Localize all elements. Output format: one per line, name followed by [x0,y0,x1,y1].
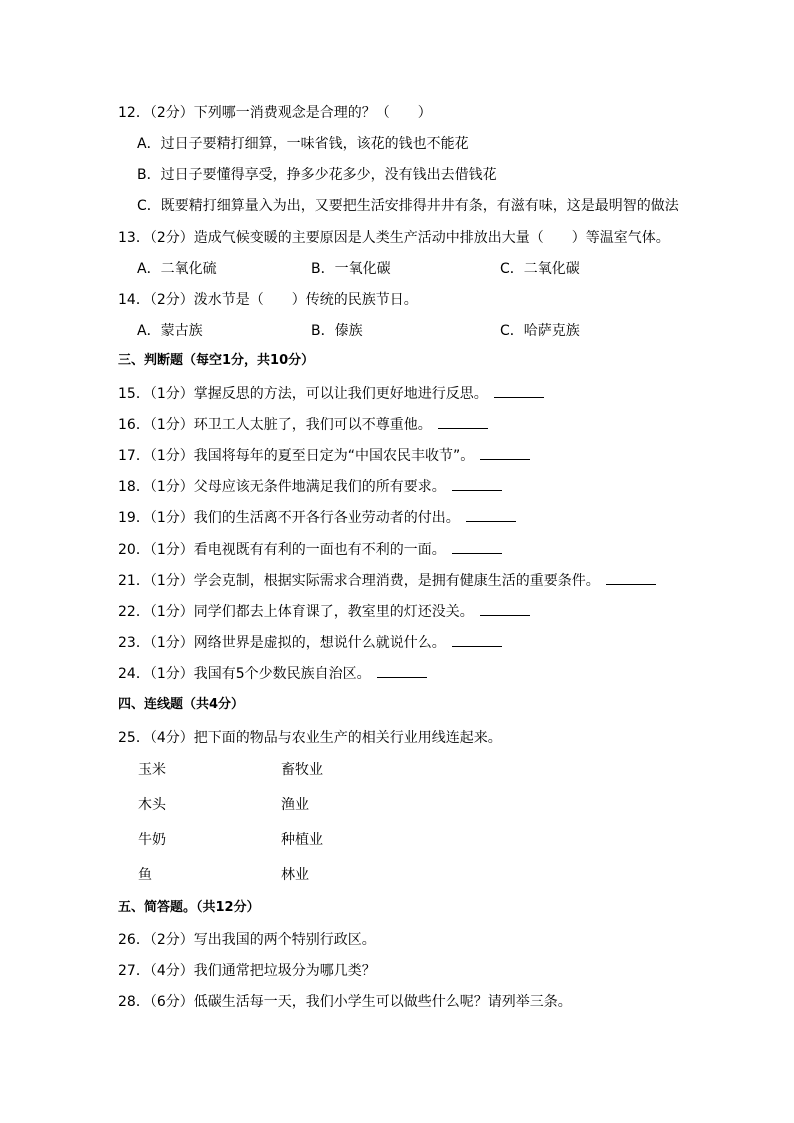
answer-blank[interactable] [452,541,502,554]
question-25-stem: 25．（4分）把下面的物品与农业生产的相关行业用线连起来。 [118,730,502,746]
match-right-item[interactable]: 林业 [281,867,309,883]
question-15 [118,385,544,403]
question-20-text: 20．（1分）看电视既有有利的一面也有不利的一面。 [118,542,446,558]
question-12-option-c: C．既要精打细算量入为出，又要把生活安排得井井有条，有滋有味，这是最明智的做法 [137,198,679,214]
question-23 [118,634,502,652]
question-12-option-b: B．过日子要懂得享受，挣多少花多少，没有钱出去借钱花 [137,167,497,183]
question-19-text: 19．（1分）我们的生活离不开各行各业劳动者的付出。 [118,510,460,526]
question-17 [118,447,530,465]
match-right-item[interactable]: 渔业 [281,797,309,813]
question-26: 26．（2分）写出我国的两个特别行政区。 [118,932,376,948]
question-14-option-c: C．哈萨克族 [500,323,580,339]
question-16 [118,416,488,434]
question-28: 28．（6分）低碳生活每一天，我们小学生可以做些什么呢？请列举三条。 [118,994,572,1010]
question-14-stem: 14．（2分）泼水节是（ ）传统的民族节日。 [118,292,418,308]
question-18-text: 18．（1分）父母应该无条件地满足我们的所有要求。 [118,479,446,495]
section-4-heading: 四、连线题（共4分） [118,697,245,712]
question-19 [118,509,516,527]
answer-blank[interactable] [438,416,488,429]
match-left-item[interactable]: 木头 [138,797,166,813]
question-13-stem: 13．（2分）造成气候变暖的主要原因是人类生产活动中排放出大量（ ）等温室气体。 [118,230,670,246]
answer-blank[interactable] [452,634,502,647]
question-15-text: 15．（1分）掌握反思的方法，可以让我们更好地进行反思。 [118,386,488,402]
question-16-text: 16．（1分）环卫工人太脏了，我们可以不尊重他。 [118,417,432,433]
match-left-item[interactable]: 鱼 [138,867,152,883]
question-14-option-b: B．傣族 [311,323,363,339]
question-21 [118,572,656,590]
question-22-text: 22．（1分）同学们都去上体育课了，教室里的灯还没关。 [118,604,474,620]
answer-blank[interactable] [452,478,502,491]
match-right-item[interactable]: 畜牧业 [281,762,323,778]
answer-blank[interactable] [480,447,530,460]
question-21-text: 21．（1分）学会克制，根据实际需求合理消费，是拥有健康生活的重要条件。 [118,573,600,589]
question-24 [118,665,427,683]
match-left-item[interactable]: 玉米 [138,762,166,778]
question-13-option-b: B．一氧化碳 [311,261,391,277]
question-12-option-a: A．过日子要精打细算，一味省钱，该花的钱也不能花 [137,136,469,152]
question-20 [118,541,502,559]
question-27: 27．（4分）我们通常把垃圾分为哪几类？ [118,963,376,979]
answer-blank[interactable] [494,385,544,398]
question-24-text: 24．（1分）我国有5个少数民族自治区。 [118,666,371,682]
question-13-option-a: A．二氧化硫 [137,261,217,277]
question-18 [118,478,502,496]
match-left-item[interactable]: 牛奶 [138,832,166,848]
answer-blank[interactable] [466,509,516,522]
question-17-text: 17．（1分）我国将每年的夏至日定为“中国农民丰收节”。 [118,448,475,464]
question-22 [118,603,530,621]
section-5-heading: 五、简答题。（共12分） [118,900,260,915]
question-23-text: 23．（1分）网络世界是虚拟的，想说什么就说什么。 [118,635,446,651]
answer-blank[interactable] [377,665,427,678]
match-right-item[interactable]: 种植业 [281,832,323,848]
answer-blank[interactable] [606,572,656,585]
question-12-stem: 12．（2分）下列哪一消费观念是合理的？（ ） [118,105,432,121]
question-13-option-c: C．二氧化碳 [500,261,580,277]
question-14-option-a: A．蒙古族 [137,323,203,339]
section-3-heading: 三、判断题（每空1分，共10分） [118,353,315,368]
answer-blank[interactable] [480,603,530,616]
